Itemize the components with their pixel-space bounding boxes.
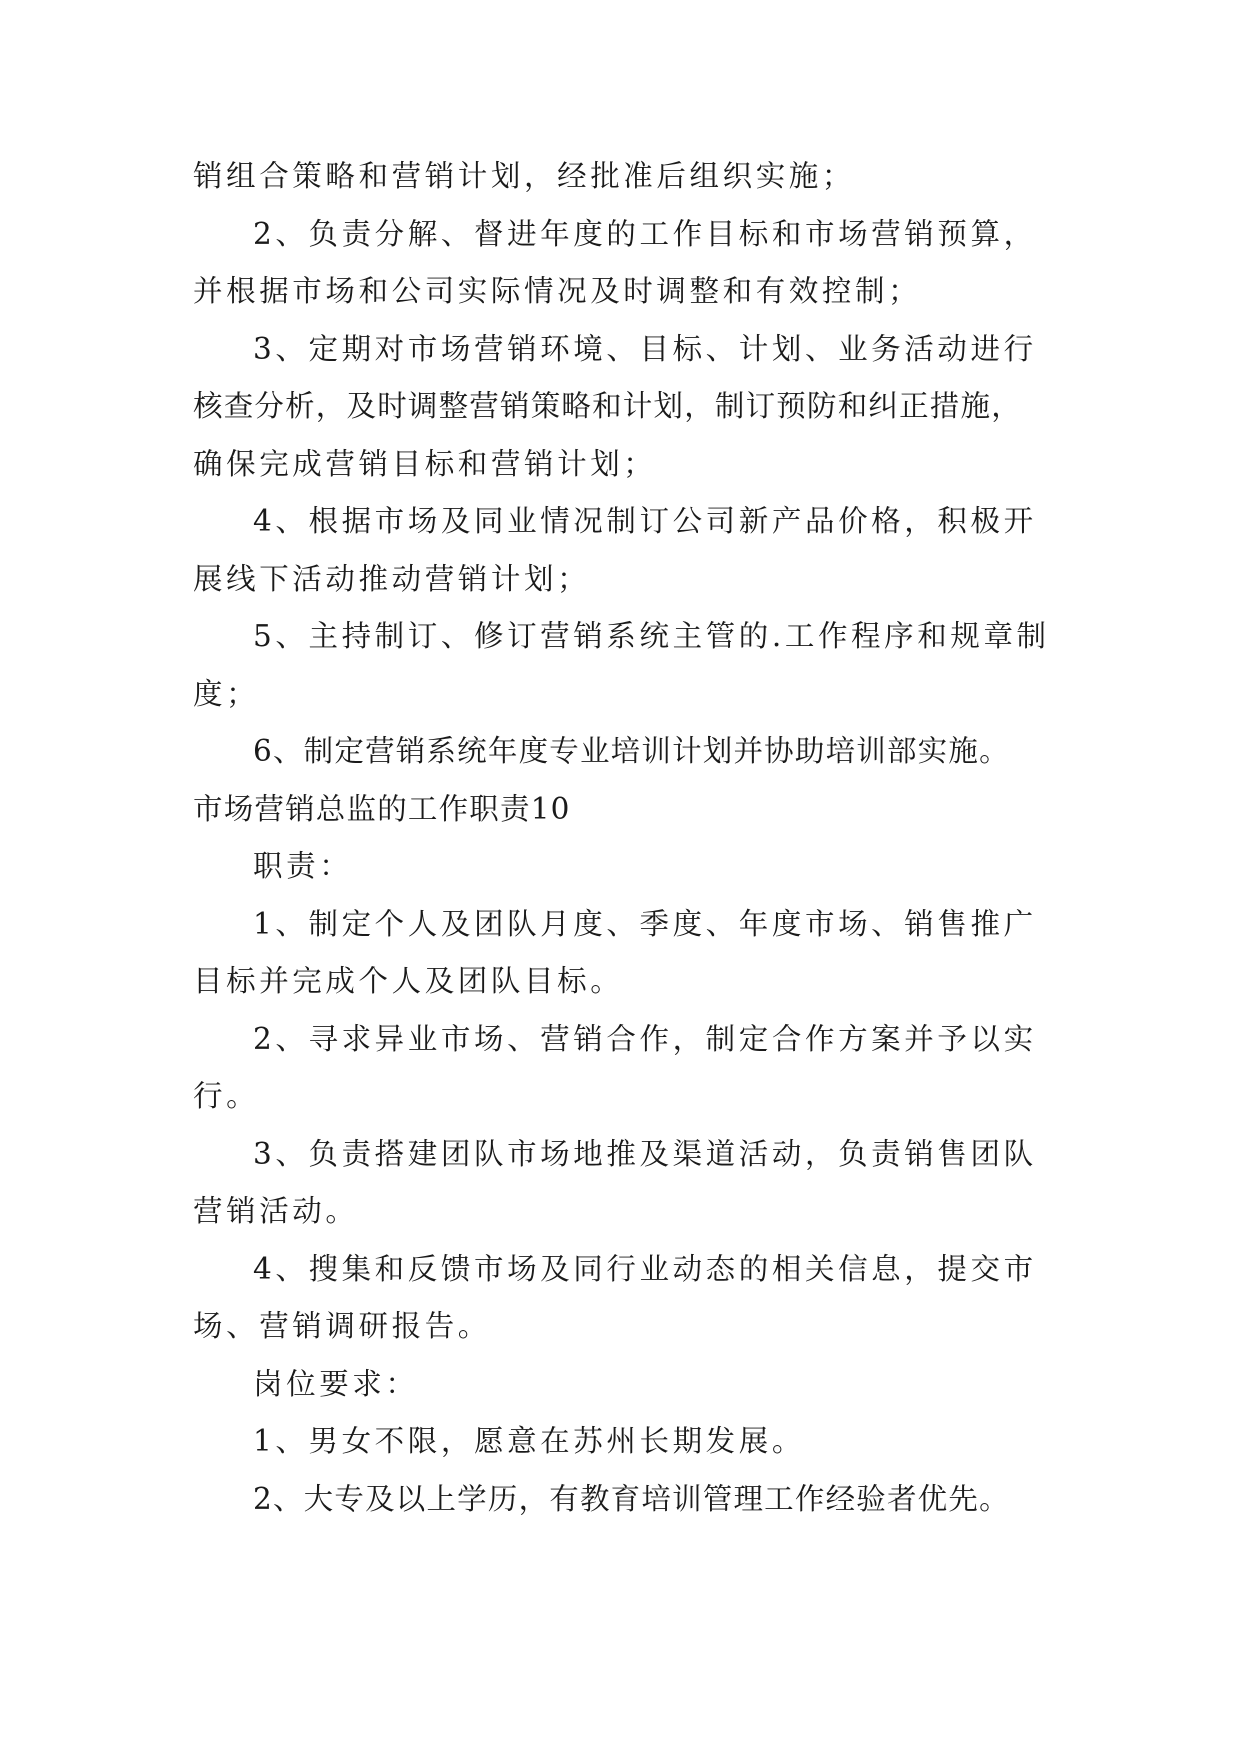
list-item: 4、根据市场及同业情况制订公司新产品价格，积极开 [253, 504, 1037, 538]
list-item: 3、定期对市场营销环境、目标、计划、业务活动进行 [253, 331, 1037, 366]
text-line: 展线下活动推动营销计划； [193, 561, 591, 596]
document-body [193, 148, 1073, 1528]
list-item: 2、负责分解、督进年度的工作目标和市场营销预算， [253, 216, 1037, 251]
text-line: 确保完成营销目标和营销计划； [193, 446, 657, 481]
list-item: 6、制定营销系统年度专业培训计划并协助培训部实施。 [253, 734, 1010, 768]
list-item: 4、搜集和反馈市场及同行业动态的相关信息，提交市 [253, 1251, 1037, 1286]
list-item: 2、大专及以上学历，有教育培训管理工作经验者优先。 [253, 1481, 1010, 1516]
text-line: 核查分析，及时调整营销策略和计划，制订预防和纠正措施， [193, 389, 1022, 423]
list-item: 1、制定个人及团队月度、季度、年度市场、销售推广 [253, 906, 1037, 941]
text-line: 度； [193, 676, 260, 711]
text-line: 行。 [193, 1079, 260, 1113]
text-line: 营销活动。 [193, 1194, 359, 1228]
list-item: 1、男女不限，愿意在苏州长期发展。 [253, 1424, 805, 1458]
list-item: 3、负责搭建团队市场地推及渠道活动，负责销售团队 [253, 1136, 1037, 1171]
subheading-requirements: 岗位要求： [253, 1366, 419, 1401]
list-item: 5、主持制订、修订营销系统主管的.工作程序和规章制 [253, 619, 1050, 653]
subheading-duties: 职责： [253, 849, 353, 883]
text-line: 并根据市场和公司实际情况及时调整和有效控制； [193, 274, 922, 308]
list-item: 2、寻求异业市场、营销合作，制定合作方案并予以实 [253, 1021, 1037, 1056]
text-line: 销组合策略和营销计划，经批准后组织实施； [193, 159, 856, 193]
section-heading: 市场营销总监的工作职责10 [193, 791, 571, 826]
text-line: 场、营销调研报告。 [193, 1309, 491, 1343]
text-line: 目标并完成个人及团队目标。 [193, 964, 624, 998]
